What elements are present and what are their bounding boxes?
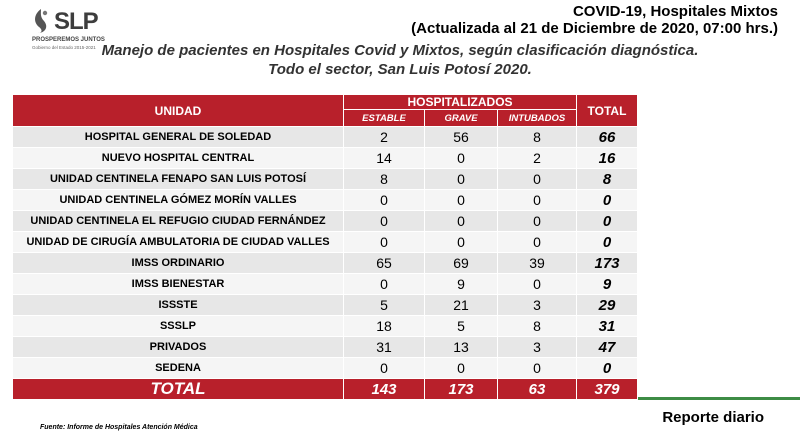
row-intubados: 2: [498, 148, 576, 168]
table-row: [13, 169, 637, 189]
column-header-total: TOTAL: [577, 95, 637, 126]
table-row: [13, 253, 637, 273]
row-total: 0: [577, 358, 637, 378]
column-header-intubados: INTUBADOS: [498, 110, 576, 126]
row-intubados: 39: [498, 253, 576, 273]
row-intubados: 8: [498, 127, 576, 147]
table-row: [13, 337, 637, 357]
row-intubados: 0: [498, 358, 576, 378]
logo-subtext: Gobierno del Estado 2015-2021: [32, 45, 96, 50]
row-grave: 9: [425, 274, 497, 294]
totals-estable: 143: [344, 379, 424, 399]
totals-row: [13, 379, 637, 399]
row-intubados: 8: [498, 316, 576, 336]
logo-emblem-icon: [30, 8, 52, 34]
logo-text: SLP: [54, 8, 98, 35]
column-header-hospitalizados: HOSPITALIZADOS: [344, 95, 576, 109]
row-estable: 5: [344, 295, 424, 315]
row-grave: 0: [425, 148, 497, 168]
report-subtitle: Manejo de pacientes en Hospitales Covid y Mixtos, según clasificación diagnóstica.: [101, 42, 699, 59]
totals-grave: 173: [425, 379, 497, 399]
row-unidad: HOSPITAL GENERAL DE SOLEDAD: [13, 127, 343, 147]
table-row: [13, 190, 637, 210]
row-total: 173: [577, 253, 637, 273]
row-estable: 0: [344, 211, 424, 231]
row-grave: 0: [425, 169, 497, 189]
column-header-unidad: UNIDAD: [13, 95, 343, 126]
row-total: 9: [577, 274, 637, 294]
row-intubados: 0: [498, 211, 576, 231]
row-unidad: NUEVO HOSPITAL CENTRAL: [13, 148, 343, 168]
row-estable: 18: [344, 316, 424, 336]
totals-intubados: 63: [498, 379, 576, 399]
table-row: [13, 232, 637, 252]
row-unidad: UNIDAD DE CIRUGÍA AMBULATORIA DE CIUDAD VALLES: [13, 232, 343, 252]
row-estable: 0: [344, 232, 424, 252]
row-grave: 0: [425, 211, 497, 231]
row-intubados: 0: [498, 169, 576, 189]
column-header-grave: GRAVE: [425, 110, 497, 126]
row-grave: 0: [425, 190, 497, 210]
report-title: COVID-19, Hospitales Mixtos: [572, 3, 778, 20]
row-intubados: 3: [498, 337, 576, 357]
totals-label: TOTAL: [13, 379, 343, 399]
row-unidad: IMSS ORDINARIO: [13, 253, 343, 273]
row-grave: 5: [425, 316, 497, 336]
row-intubados: 0: [498, 274, 576, 294]
source-note: Fuente: Informe de Hospitales Atención Médica: [40, 424, 198, 431]
table-row: [13, 295, 637, 315]
row-intubados: 3: [498, 295, 576, 315]
report-scope: Todo el sector, San Luis Potosí 2020.: [268, 61, 532, 78]
row-estable: 0: [344, 358, 424, 378]
row-grave: 56: [425, 127, 497, 147]
row-unidad: ISSSTE: [13, 295, 343, 315]
row-unidad: PRIVADOS: [13, 337, 343, 357]
row-unidad: UNIDAD CENTINELA EL REFUGIO CIUDAD FERNÁNDEZ: [13, 211, 343, 231]
row-intubados: 0: [498, 190, 576, 210]
row-unidad: UNIDAD CENTINELA FENAPO SAN LUIS POTOSÍ: [13, 169, 343, 189]
row-estable: 2: [344, 127, 424, 147]
row-estable: 14: [344, 148, 424, 168]
row-total: 0: [577, 190, 637, 210]
row-unidad: UNIDAD CENTINELA GÓMEZ MORÍN VALLES: [13, 190, 343, 210]
table-row: [13, 148, 637, 168]
row-total: 16: [577, 148, 637, 168]
row-grave: 13: [425, 337, 497, 357]
row-unidad: SEDENA: [13, 358, 343, 378]
row-grave: 0: [425, 358, 497, 378]
table-row: [13, 358, 637, 378]
row-total: 66: [577, 127, 637, 147]
row-unidad: IMSS BIENESTAR: [13, 274, 343, 294]
row-estable: 8: [344, 169, 424, 189]
row-total: 8: [577, 169, 637, 189]
totals-total: 379: [577, 379, 637, 399]
row-grave: 0: [425, 232, 497, 252]
row-intubados: 0: [498, 232, 576, 252]
report-date: (Actualizada al 21 de Diciembre de 2020, 07:00 hrs.): [411, 20, 778, 37]
logo-tagline: PROSPEREMOS JUNTOS: [32, 37, 105, 43]
row-estable: 31: [344, 337, 424, 357]
row-total: 0: [577, 232, 637, 252]
column-header-estable: ESTABLE: [344, 110, 424, 126]
row-total: 29: [577, 295, 637, 315]
accent-divider: [638, 397, 800, 400]
table-row: [13, 211, 637, 231]
table-row: [13, 316, 637, 336]
row-grave: 69: [425, 253, 497, 273]
row-estable: 0: [344, 190, 424, 210]
hospital-table: [12, 94, 638, 400]
row-total: 0: [577, 211, 637, 231]
row-estable: 65: [344, 253, 424, 273]
row-grave: 21: [425, 295, 497, 315]
row-total: 47: [577, 337, 637, 357]
report-frequency-label: Reporte diario: [662, 409, 764, 426]
row-total: 31: [577, 316, 637, 336]
row-unidad: SSSLP: [13, 316, 343, 336]
row-estable: 0: [344, 274, 424, 294]
table-row: [13, 127, 637, 147]
table-row: [13, 274, 637, 294]
